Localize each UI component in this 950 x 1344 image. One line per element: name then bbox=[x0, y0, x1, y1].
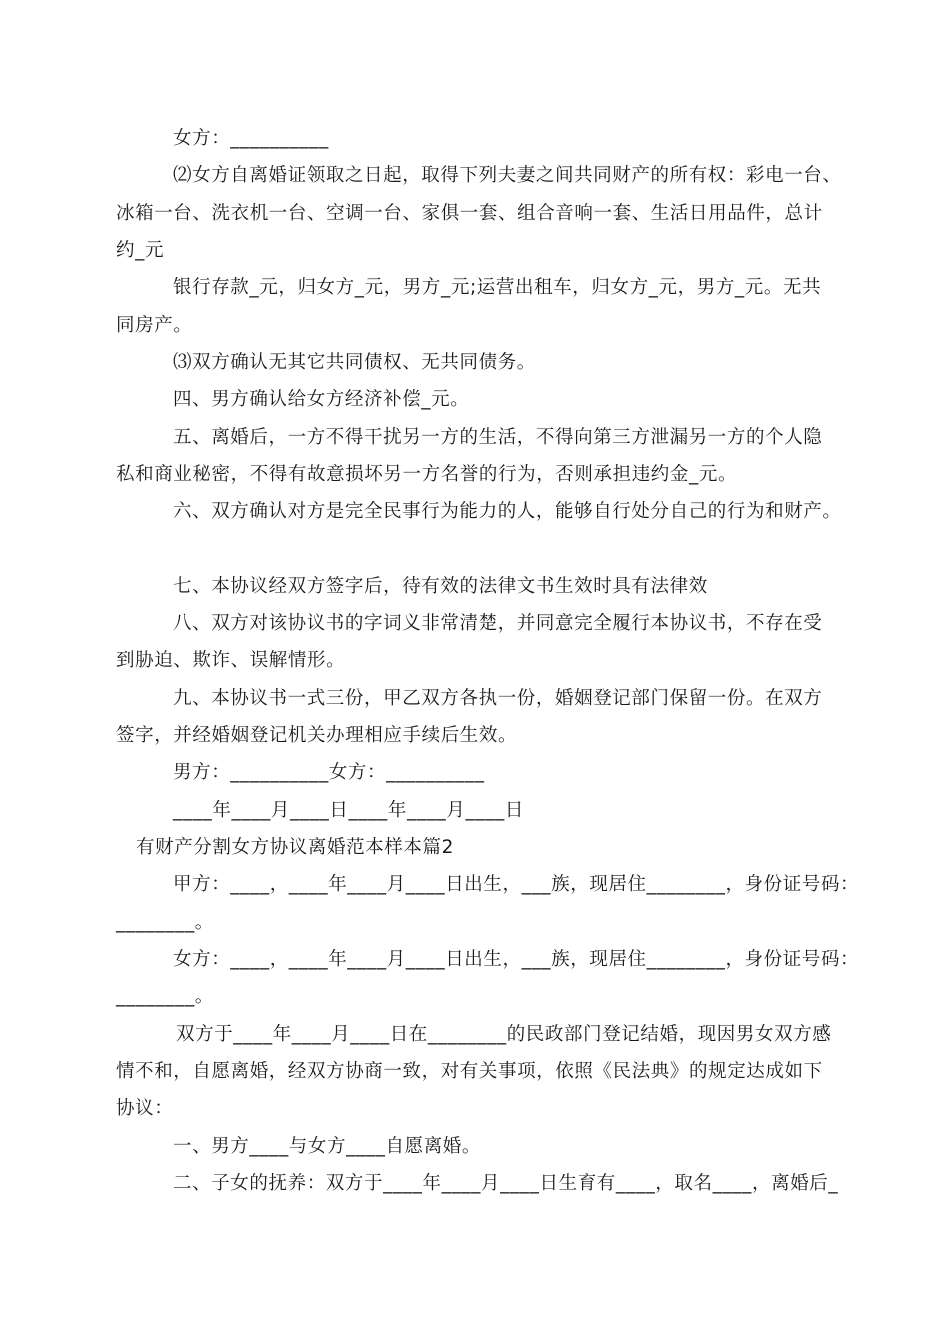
text-line: ________。 bbox=[116, 912, 214, 933]
text-line: 到胁迫、欺诈、误解情形。 bbox=[116, 650, 346, 671]
text-line: 签字，并经婚姻登记机关办理相应手续后生效。 bbox=[116, 725, 518, 746]
text-line: 甲方：____，____年____月____日出生，___族，现居住________，身份证号码： bbox=[173, 874, 860, 895]
text-line: 冰箱一台、洗衣机一台、空调一台、家俱一套、组合音响一套、生活日用品件，总计 bbox=[116, 203, 823, 224]
text-line: 同房产。 bbox=[116, 315, 193, 336]
text-line: 情不和，自愿离婚，经双方协商一致，对有关事项，依照《民法典》的规定达成如下 bbox=[116, 1061, 823, 1082]
text-line: 女方：____，____年____月____日出生，___族，现居住________，身份证号码： bbox=[173, 949, 860, 970]
text-line: 九、本协议书一式三份，甲乙双方各执一份，婚姻登记部门保留一份。在双方 bbox=[173, 688, 823, 709]
text-line: 七、本协议经双方签字后，待有效的法律文书生效时具有法律效 bbox=[173, 576, 708, 597]
text-line: 私和商业秘密，不得有故意损坏另一方名誉的行为，否则承担违约金_元。 bbox=[116, 464, 738, 485]
text-line: 八、双方对该协议书的字词义非常清楚，并同意完全履行本协议书，不存在受 bbox=[173, 613, 823, 634]
text-line: 协议： bbox=[116, 1098, 174, 1119]
text-line: 双方于____年____月____日在________的民政部门登记结婚，现因男女双方感 bbox=[176, 1024, 832, 1045]
text-line: 六、双方确认对方是完全民事行为能力的人，能够自行处分自己的行为和财产。 bbox=[173, 501, 842, 522]
text-line: 女方：__________ bbox=[173, 128, 329, 149]
text-line: 五、离婚后，一方不得干扰另一方的生活，不得向第三方泄漏另一方的个人隐 bbox=[173, 427, 823, 448]
text-line: ⑶双方确认无其它共同债权、无共同债务。 bbox=[173, 352, 536, 373]
text-line: 二、子女的抚养：双方于____年____月____日生育有____，取名____，离婚后_ bbox=[173, 1173, 839, 1194]
text-line: 一、男方____与女方____自愿离婚。 bbox=[173, 1136, 482, 1157]
section-heading: 有财产分割女方协议离婚范本样本篇2 bbox=[136, 837, 454, 858]
text-line: ⑵女方自离婚证领取之日起，取得下列夫妻之间共同财产的所有权：彩电一台、 bbox=[173, 165, 842, 186]
text-line: 约_元 bbox=[116, 240, 165, 261]
text-line: 四、男方确认给女方经济补偿_元。 bbox=[173, 389, 470, 410]
date-line: ____年____月____日____年____月____日 bbox=[173, 800, 525, 821]
signature-line: 男方：__________女方：__________ bbox=[173, 762, 485, 783]
text-line: 银行存款_元，归女方_元，男方_元;运营出租车，归女方_元，男方_元。无共 bbox=[173, 277, 822, 298]
text-line: ________。 bbox=[116, 986, 214, 1007]
